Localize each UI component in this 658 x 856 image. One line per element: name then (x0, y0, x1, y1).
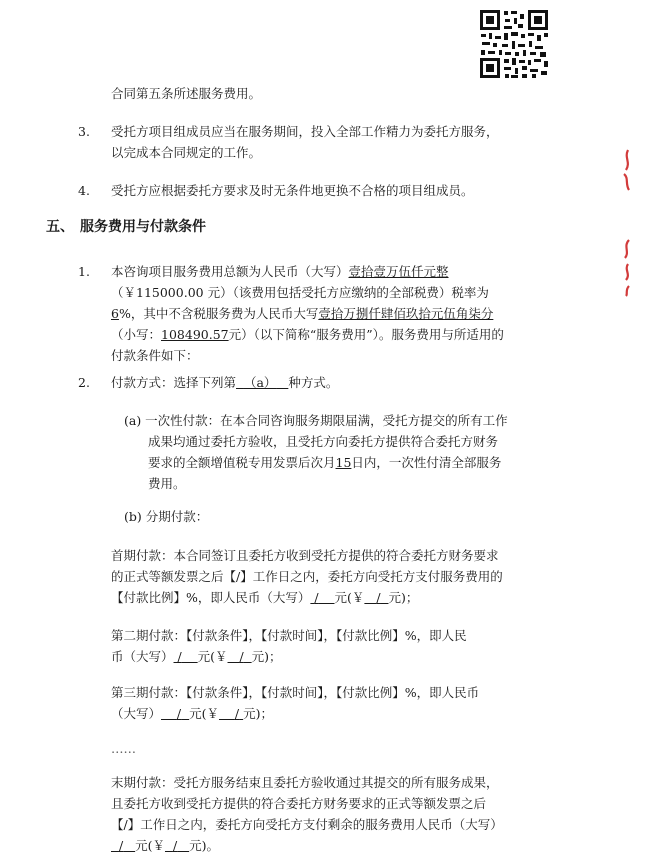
blank-field (219, 706, 243, 721)
blank-field (165, 838, 189, 853)
qr-code-icon (478, 8, 550, 80)
text-run: （大写） (111, 706, 162, 721)
clause2-text (111, 372, 338, 393)
net-amount-figures: 108490.57 (161, 327, 229, 342)
text-line (111, 703, 479, 724)
text-run: 种方式。 (288, 375, 339, 390)
third-installment (111, 682, 479, 724)
days-value: 15 (335, 455, 352, 470)
text-line: 费用。 (148, 476, 186, 491)
text-line (111, 587, 503, 608)
item4-text: 受托方应根据委托方要求及时无条件地更换不合格的项目组成员。 (111, 183, 474, 198)
text-run: 元(￥ (189, 706, 219, 721)
text-run: / (376, 590, 381, 605)
text-line (111, 646, 467, 667)
text-run: / (176, 706, 182, 721)
text-line: 付款条件如下： (111, 348, 199, 363)
text-line: 第二期付款：【付款条件】，【付款时间】，【付款比例】%，即人民 (111, 628, 467, 643)
text-run: / (177, 649, 182, 664)
text-run: / (234, 706, 240, 721)
option-a-text (124, 410, 508, 494)
text-line: (a) 一次性付款：在本合同咨询服务期限届满，受托方提交的所有工作 (124, 413, 508, 428)
text-run: 元)。 (189, 838, 219, 853)
section-number: 五、 (46, 219, 74, 235)
item3-text (111, 121, 499, 163)
text-run: （小写： (111, 327, 162, 342)
text-run: 元)； (251, 649, 282, 664)
text-run: 币（大写） (111, 649, 174, 664)
text-run: 付款方式：选择下列第 (111, 375, 237, 390)
text-line: 合同第五条所述服务费用。 (111, 86, 262, 101)
text-line: （￥115000.00 元）（该费用包括受托方应缴纳的全部税费）税率为 (111, 285, 489, 300)
text-line: 且委托方收到受托方提供的符合委托方财务要求的正式等额发票之后 (111, 796, 487, 811)
text-run: 要求的全额增值税专用发票后次月 (148, 455, 336, 470)
section-title: 服务费用与付款条件 (80, 219, 206, 235)
seal-stamp-mark (620, 148, 634, 192)
ellipsis: …… (111, 741, 136, 756)
final-installment (111, 772, 503, 856)
text-line (111, 303, 504, 324)
text-run: / (314, 590, 319, 605)
text-line: 首期付款：本合同签订且委托方收到受托方提供的符合委托方财务要求 (111, 548, 499, 563)
item-number: 4. (78, 183, 90, 198)
text-run: （a） (243, 375, 277, 390)
option-b-text: (b) 分期付款： (124, 509, 209, 524)
item-number: 2. (78, 375, 90, 390)
text-line (111, 324, 504, 345)
text-run: 元(￥ (334, 590, 365, 605)
payment-option-choice (236, 375, 288, 390)
net-amount-words: 壹拾万捌仟肆佰玖拾元伍角柒分 (318, 306, 494, 321)
blank-field (228, 649, 252, 664)
text-run: 【付款比例】%，即人民币（大写） (111, 590, 311, 605)
item-number: 3. (78, 124, 90, 139)
text-run: 元)； (243, 706, 273, 721)
text-line: 以完成本合同规定的工作。 (111, 145, 262, 160)
blank-field (111, 838, 135, 853)
clause1-text (111, 261, 504, 366)
text-run: 元）（以下简称“服务费用”）。服务费用与所适用的 (228, 327, 504, 342)
second-installment (111, 625, 467, 667)
text-run: / (239, 649, 244, 664)
item-number: 1. (78, 264, 90, 279)
text-run: 日内，一次性付清全部服务 (351, 455, 502, 470)
text-line: 【/】工作日之内，委托方向受托方支付剩余的服务费用人民币（大写） (111, 817, 503, 832)
text-run: / (118, 838, 124, 853)
blank-field (310, 590, 334, 605)
text-run: %，其中不含税服务费为人民币大写 (118, 306, 319, 321)
text-run: 元(￥ (135, 838, 165, 853)
first-installment (111, 545, 503, 608)
text-run: 元(￥ (197, 649, 228, 664)
blank-field (161, 706, 189, 721)
text-run: / (172, 838, 178, 853)
text-line: 的正式等额发票之后【/】工作日之内，委托方向受托方支付服务费用的 (111, 569, 503, 584)
text-line: 成果均通过委托方验收，且受托方向委托方提供符合委托方财务 (148, 434, 499, 449)
text-line: 受托方项目组成员应当在服务期间，投入全部工作精力为委托方服务， (111, 124, 499, 139)
tax-rate: 6 (111, 306, 119, 321)
text-line: 末期付款：受托方服务结束且委托方验收通过其提交的所有服务成果， (111, 775, 499, 790)
text-run: 本咨询项目服务费用总额为人民币（大写） (111, 264, 349, 279)
blank-field (364, 590, 388, 605)
text-line (111, 261, 504, 282)
text-line (124, 452, 508, 473)
text-line: 第三期付款：【付款条件】，【付款时间】，【付款比例】%，即人民币 (111, 685, 480, 700)
amount-words: 壹拾壹万伍仟元整 (348, 264, 449, 279)
text-line (111, 835, 503, 856)
blank-field (174, 649, 198, 664)
seal-stamp-mark (620, 238, 634, 298)
text-run: 元)； (388, 590, 419, 605)
